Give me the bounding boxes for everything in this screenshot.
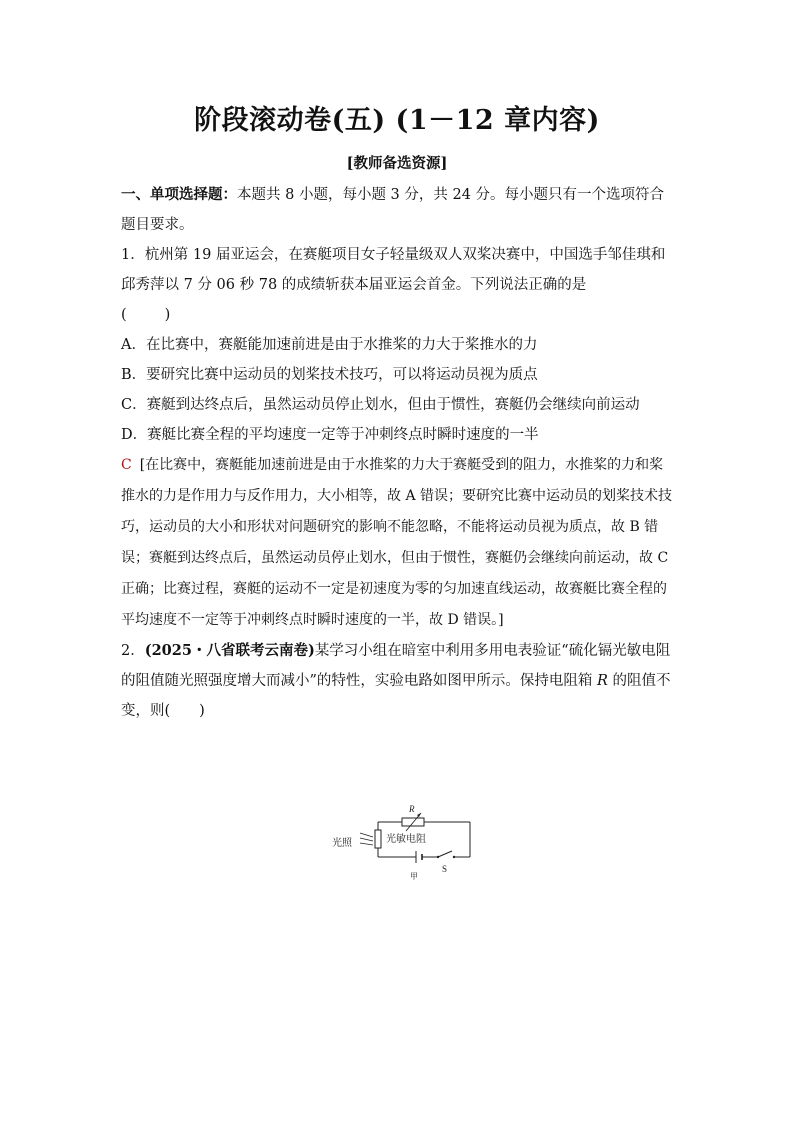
photoresistor <box>375 830 381 848</box>
section-heading <box>121 180 676 240</box>
label-photoresistor: 光敏电阻 <box>386 834 426 845</box>
answer-explanation: [在比赛中，赛艇能加速前进是由于水推桨的力大于赛艇受到的阻力，水推桨的力和桨推水的力是作用力与反作用力，大小相等，故 A 错误；要研究比赛中运动员的划桨技术技巧，运动员的大小和形状对问题研究的影响不能忽略，不能将运动员视为质点，故 B 错误；赛艇到达终点后，虽然运动员停止划水，但由于惯性，赛艇仍会继续向前运动，故 C 正确；比赛过程，赛艇的运动不一定是初速度为零的匀加速直线运动，故赛艇比赛全程的平均速度不一定等于冲刺终点时瞬时速度的一半，故 D 错误。] <box>121 457 673 628</box>
page-subtitle: [教师备选资源] <box>346 155 448 172</box>
section-description: 本题共 8 小题，每小题 3 分，共 24 分。每小题只有一个选项符合题目要求。 <box>121 187 665 233</box>
question-2-number: 2． <box>121 643 145 659</box>
question-2-variable: R <box>597 673 608 689</box>
question-1-text: 杭州第 19 届亚运会，在赛艇项目女子轻量级双人双桨决赛中，中国选手邹佳琪和邱秀萍以 7 分 06 秒 78 的成绩斩获本届亚运会首金。下列说法正确的是 <box>121 247 666 293</box>
section-heading-label: 一、单项选择题： <box>121 186 237 203</box>
content-body <box>121 180 676 726</box>
question-1-option-d: D．赛艇比赛全程的平均速度一定等于冲刺终点时瞬时速度的一半 <box>121 427 539 443</box>
question-1-number: 1． <box>121 247 145 263</box>
question-1-stem <box>121 240 676 300</box>
label-light: 光照 <box>332 838 352 849</box>
paren-close: ) <box>164 307 171 323</box>
question-1-option-c: C．赛艇到达终点后，虽然运动员停止划水，但由于惯性，赛艇仍会继续向前运动 <box>121 397 640 413</box>
figure-caption: 甲 <box>410 872 418 880</box>
paren-open: ( <box>121 307 127 323</box>
circuit-diagram <box>328 800 478 880</box>
question-2-source: (2025・八省联考云南卷) <box>144 642 315 659</box>
answer-letter: C <box>121 457 132 473</box>
question-1-option-b: B．要研究比赛中运动员的划桨技术技巧，可以将运动员视为质点 <box>121 367 538 383</box>
question-2-stem <box>121 636 676 726</box>
question-1-paren <box>121 300 676 330</box>
label-switch: S <box>442 864 448 874</box>
question-1-answer <box>121 450 676 636</box>
question-2-text-tail: 的阻值不变，则( ) <box>121 673 671 719</box>
page-title: 阶段滚动卷(五) (1－12 章内容) <box>194 105 600 136</box>
label-r: R <box>409 804 415 814</box>
question-1-option-a: A．在比赛中，赛艇能加速前进是由于水推桨的力大于桨推水的力 <box>121 337 538 353</box>
question-2-text: 某学习小组在暗室中利用多用电表验证“硫化镉光敏电阻的阻值随光照强度增大而减小”的特性，实验电路如图甲所示。保持电阻箱 <box>121 643 671 689</box>
